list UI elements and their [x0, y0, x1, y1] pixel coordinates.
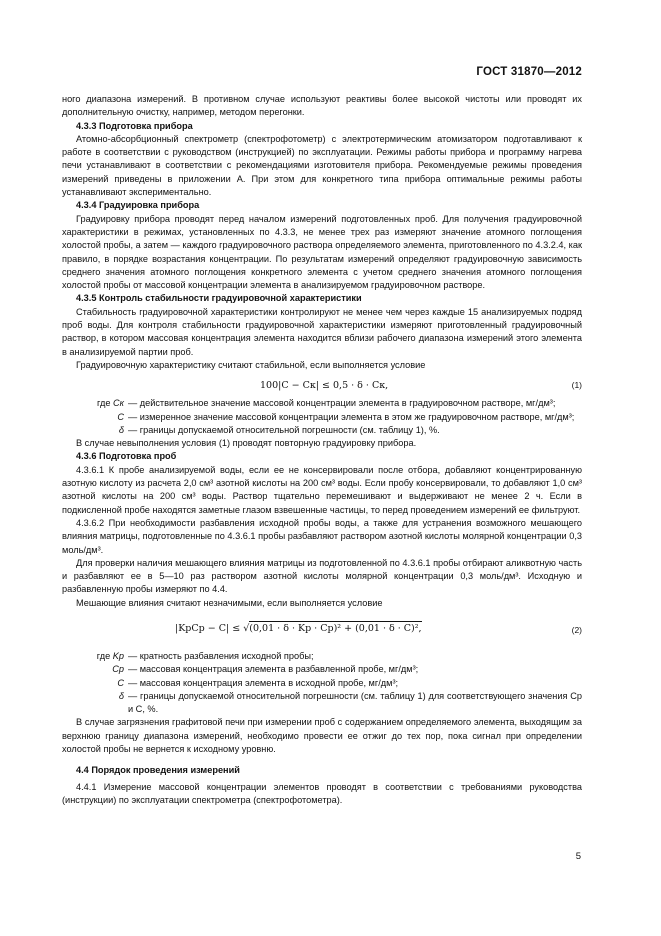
definition-text: — границы допускаемой относительной погрешности (см. таблицу 1) для соответствующего значения Cр и C, %. [128, 690, 582, 715]
section-4-3-5-text-2: Градуировочную характеристику считают стабильной, если выполняется условие [76, 359, 426, 370]
section-4-3-3-title: 4.3.3 Подготовка прибора [76, 120, 193, 131]
section-4-3-5-text-1: Стабильность градуировочной характеристики контролируют не менее чем через каждые 15 анализируемых подряд проб воды. Для контроля стабильности градуировочной характеристики измеряют приготовленный градуировочный раствор, в котором массовая концентрация элемента находится вблизи рабочего диапазона измерений этого элемента в анализируемой партии проб. [62, 306, 582, 357]
formula-2-lhs: |KрCр − C| ≤ [175, 622, 241, 634]
page-content [62, 93, 582, 807]
definition-symbol: δ [118, 424, 124, 435]
definition-symbol: где Cк [97, 398, 124, 409]
definition-symbol: C [117, 411, 124, 422]
definition-text: — действительное значение массовой концентрации элемента в градуировочном растворе, мг/дм³; [128, 398, 556, 409]
definition-row [62, 663, 582, 676]
definition-row [62, 424, 582, 437]
definition-row [62, 690, 582, 717]
definition-text: — массовая концентрация элемента в разбавленной пробе, мг/дм³; [128, 664, 419, 675]
formula-1-expression: 100|C − Cк| ≤ 0,5 · δ · Cк, [260, 380, 389, 392]
section-4-4-title: 4.4 Порядок проведения измерений [76, 765, 240, 776]
definition-symbol: δ [118, 690, 124, 701]
formula-2-radicand: (0,01 · δ · Kр · Cр)² + (0,01 · δ · C)², [249, 622, 422, 634]
section-4-3-6-title: 4.3.6 Подготовка проб [76, 451, 177, 462]
definition-row [62, 411, 582, 424]
furnace-contamination-text: В случае загрязнения графитовой печи при измерении проб с содержанием определяемого элемента, выходящим за верхнюю границу диапазона измерений, необходимо провести ее отжиг до тех пор, пока сигнал при определении холостой пробы не вернется к исходному уровню. [62, 717, 582, 755]
definition-symbol: Cр [112, 664, 124, 675]
definition-text: — массовая концентрация элемента в исходной пробе, мг/дм³; [128, 677, 399, 688]
definition-text: — границы допускаемой относительной погрешности (см. таблицу 1), %. [128, 424, 440, 435]
section-4-3-6-1-text: 4.3.6.1 К пробе анализируемой воды, если ее не консервировали после отбора, добавляют концентрированную азотную кислоту из расчета 2,0 см³ азотной кислоты на 200 см³ воды. Если пробу консервировали, то добавляют 1,0 см³ азотной кислоты на 200 см³ воды. Раствор тщательно перемешивают и выдерживают не менее 2 ч. Если в подкисленной пробе находятся заметные глазом взвешенные частицы, то перед проведением измерений ее фильтруют. [62, 464, 582, 515]
section-4-3-3-text: Атомно-абсорбционный спектрометр (спектрофотометр) с электротермическим атомизатором подготавливают к работе в соответствии с руководством (инструкцией) по эксплуатации. Режимы работы прибора и программу нагрева печи устанавливают в соответствии с рекомендациями изготовителя прибора. Рекомендуемые режимы проведения измерений приведены в приложении А. При этом для конкретного типа прибора оптимальные режимы работы устанавливают экспериментально. [62, 133, 582, 198]
definition-symbol: C [117, 677, 124, 688]
section-4-4-1-text: 4.4.1 Измерение массовой концентрации элементов проводят в соответствии с требованиями руководства (инструкции) по эксплуатации спектрометра (спектрофотометра). [62, 781, 582, 805]
section-4-3-5-text-3: В случае невыполнения условия (1) проводят повторную градуировку прибора. [76, 438, 417, 449]
section-4-3-4-title: 4.3.4 Градуировка прибора [76, 200, 200, 211]
intro-paragraph: ного диапазона измерений. В противном случае используют реактивы более высокой чистоты или проводят их дополнительную очистку, например, методом перегонки. [62, 94, 582, 118]
formula-1 [62, 377, 582, 394]
section-4-3-6-2-text: 4.3.6.2 При необходимости разбавления исходной пробы воды, а также для устранения возможного мешающего влияния матрицы, подготовленные по 4.3.6.1 пробы разбавляют раствором азотной кислоты молярной концентрации 0,3 моль/дм³. [62, 517, 582, 555]
matrix-check-text: Для проверки наличия мешающего влияния матрицы из подготовленной по 4.3.6.1 пробы отбирают аликвотную часть и разбавляют ее в 5—10 раз раствором азотной кислоты молярной концентрации 0,3 моль/дм³. Исходную и разбавленную пробы измеряют по 4.4. [62, 557, 582, 595]
definition-row [62, 677, 582, 690]
sqrt-sign: √ [243, 622, 250, 634]
definition-text: — измеренное значение массовой концентрации элемента в этом же градуировочном растворе, мг/дм³; [128, 411, 575, 422]
definition-text: — кратность разбавления исходной пробы; [128, 650, 314, 661]
formula-2-number: (2) [571, 624, 582, 635]
formula-1-number: (1) [571, 380, 582, 391]
section-4-3-5-title: 4.3.5 Контроль стабильности градуировочной характеристики [76, 293, 362, 304]
definition-row [62, 397, 582, 410]
formula-2 [62, 618, 582, 642]
formula-2-expression [175, 622, 422, 635]
definition-row [62, 650, 582, 663]
interference-condition-text: Мешающие влияния считают незначимыми, если выполняется условие [76, 597, 383, 608]
definition-symbol: где Kр [96, 650, 124, 661]
document-header: ГОСТ 31870—2012 [476, 66, 582, 78]
section-4-3-4-text: Градуировку прибора проводят перед началом измерений подготовленных проб. Для получения градуировочной характеристики в режимах, установленных по 4.3.3, не менее трех раз измеряют значение атомного поглощения холостой пробы, а затем — каждого градуировочного раствора определяемого элемента, приготовленного по 4.3.2.4, как правило, в порядке возрастания концентрации. По результатам измерений определяют градуировочную зависимость среднего значения атомного поглощения конкретного элемента с учетом среднего значения атомного поглощения холостой пробы от массовой концентрации элемента в анализируемом градуировочном растворе. [62, 213, 582, 291]
page-number: 5 [575, 851, 581, 862]
